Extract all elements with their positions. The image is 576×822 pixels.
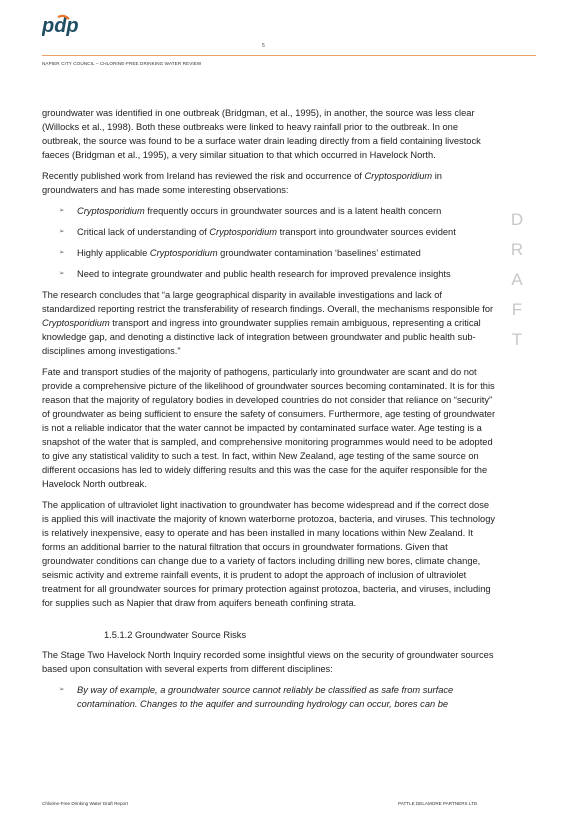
pdp-logo-text: pdp (42, 15, 79, 37)
bullet-list (42, 204, 497, 281)
paragraph: The research concludes that “a large geographical disparity in available investigations and lack of standardized reporting restrict the transferability of research findings. Overall, the mechanisms responsible for Cryptosporidium transport and ingress into groundwater supplies remain ambiguous, representing a critical knowledge gap, and denoting a distinctive lack of integration between groundwater and public health sub-disciplines among investigations.” (42, 290, 494, 356)
list-item: ➢ Critical lack of understanding of Cryptosporidium transport into groundwater sources evident (59, 227, 456, 237)
watermark-letter: R (510, 240, 524, 259)
quote-list (42, 683, 497, 711)
bullet-icon: ➢ (59, 249, 65, 256)
running-title: NAPIER CITY COUNCIL – CHLORINE-FREE DRINKING WATER REVIEW (42, 61, 202, 66)
page-body (42, 106, 497, 718)
draft-watermark (510, 210, 524, 360)
bullet-icon: ➢ (59, 686, 65, 693)
paragraph: The application of ultraviolet light inactivation to groundwater has become widespread and if the correct dose is applied this will inactivate the majority of known waterborne protozoa, bacteria, and viruses. This technology is relatively inexpensive, easy to operate and has been installed in many locations within New Zealand. It forms an additional barrier to the natural filtration that occurs in groundwater formations. Given that groundwater conditions can change due to a variety of factors including drilling new bores, climate change, seismic activity and extreme rainfall events, it is prudent to adopt the approach of inclusion of ultraviolet treatment for all groundwater sources for primary protection against protozoa, bacteria, and viruses, including for supplies such as Napier that draw from aquifers beneath confining strata. (42, 500, 496, 608)
section-heading: 1.5.1.2 Groundwater Source Risks (104, 630, 247, 640)
paragraph: groundwater was identified in one outbreak (Bridgman, et al., 1995), in another, the source was less clear (Willocks et al., 1998). Both these outbreaks were linked to heavy rainfall prior to the outbreak. In one outbreak, the source was found to be a surface water drain leading directly from a field containing livestock faeces (Bridgman et al., 1995), a very similar situation to that which occurred in Havelock North. (42, 108, 481, 160)
watermark-letter: F (511, 300, 523, 319)
paragraph: Recently published work from Ireland has reviewed the risk and occurrence of Cryptosporidium in groundwaters and has made some interesting observations: (42, 171, 442, 195)
paragraph: Fate and transport studies of the majority of pathogens, particularly into groundwater are scant and do not provide a comprehensive picture of the likelihood of groundwater sources becoming contaminated. It is for this reason that the majority of regulatory bodies in developed countries do not consider that reliance on “security” of groundwater as being sufficient to ensure the safety of consumers. Furthermore, age testing of groundwater is not a reliable indicator that the water cannot be impacted by contaminated surface water. Age testing is a snapshot of the water that is sampled, and comprehensive monitoring programmes would need to be adopted to give any statistical validity to such a test. In fact, within New Zealand, age testing of the same source on different occasions has led to widely differing results and this was the case for the aquifer responsible for the Havelock North outbreak. (42, 367, 496, 489)
watermark-letter: D (510, 210, 524, 229)
watermark-letter: T (511, 330, 523, 349)
list-item: ➢ Cryptosporidium frequently occurs in groundwater sources and is a latent health concern (59, 206, 442, 216)
bullet-icon: ➢ (59, 270, 65, 277)
list-item: ➢ Need to integrate groundwater and public health research for improved prevalence insights (59, 269, 451, 279)
footer-right: PATTLE DELAMORE PARTNERS LTD (398, 801, 478, 806)
list-item: ➢ Highly applicable Cryptosporidium groundwater contamination ‘baselines’ estimated (59, 248, 421, 258)
pdp-logo (42, 14, 92, 38)
page-number: 5 (262, 43, 265, 49)
header-rule (42, 55, 536, 56)
footer-left: Chlorine-Free Drinking Water Draft Report (42, 801, 128, 806)
bullet-icon: ➢ (59, 228, 65, 235)
paragraph: The Stage Two Havelock North Inquiry recorded some insightful views on the security of groundwater sources based upon consultation with several experts from different disciplines: (42, 650, 494, 674)
bullet-icon: ➢ (59, 207, 65, 214)
list-item: ➢ By way of example, a groundwater source cannot reliably be classified as safe from surface contamination. Changes to the aquifer and surrounding hydrology can occur, bores can be (59, 685, 454, 709)
watermark-letter: A (511, 270, 523, 289)
